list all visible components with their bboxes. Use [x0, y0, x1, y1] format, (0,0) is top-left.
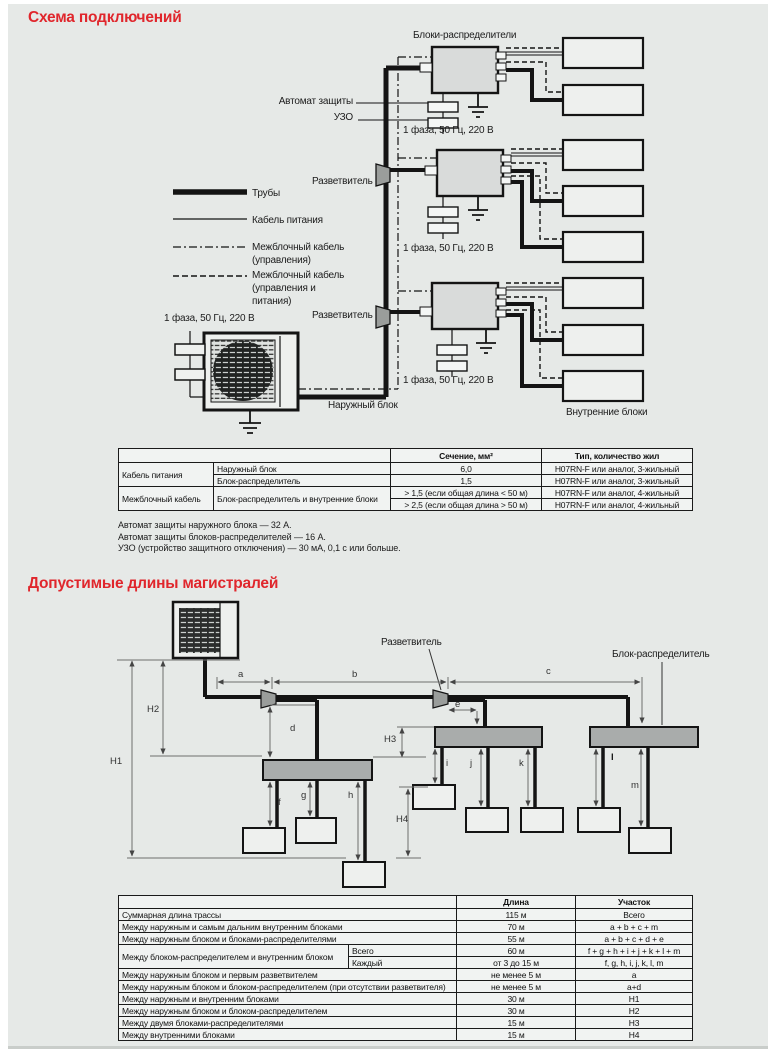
len-section: a + b + c + m [576, 921, 693, 933]
len-section: H1 [576, 993, 693, 1005]
indoor-units [563, 38, 643, 401]
cell-15: 1,5 [391, 475, 542, 487]
legend-control-power-label [252, 269, 344, 308]
legend-control-line2: (управления) [252, 255, 311, 266]
table-row [119, 1017, 693, 1029]
splitter-wedge-4 [433, 690, 448, 708]
dim-j: j [470, 758, 473, 769]
outdoor-breakers [175, 331, 205, 397]
indoor-connections [506, 48, 563, 386]
dist-block-label: Блок-распределитель [612, 649, 710, 660]
cell-distblock-indoor: Блок-распределитель и внутренние блоки [214, 487, 391, 511]
lengths-table [118, 895, 693, 1041]
legend-control-power-line1: Межблочный кабель [252, 270, 345, 281]
phase-label-outdoor: 1 фаза, 50 Гц, 220 В [164, 313, 255, 324]
len-desc: Между наружным блоком и блоком-распределителем (при отсутствии разветвителя) [119, 981, 457, 993]
dim-c: c [546, 666, 551, 677]
phase-label-1: 1 фаза, 50 Гц, 220 В [403, 125, 494, 136]
len-desc: Между блоком-распределителем и внутренним блоком [119, 945, 349, 969]
dim-e: e [455, 699, 461, 710]
note-rcd: УЗО (устройство защитного отключения) — 30 мА, 0,1 с или больше. [118, 543, 401, 553]
len-value: 30 м [457, 993, 576, 1005]
len-header-section: Участок [576, 896, 693, 909]
dim-a: a [238, 669, 244, 680]
table-row [119, 463, 693, 475]
note-breaker-blocks: Автомат защиты блоков-распределителей — 16 А. [118, 531, 326, 542]
section-title-lengths: Допустимые длины магистралей [28, 575, 279, 592]
len-section: a [576, 969, 693, 981]
len-section: f + g + h + i + j + k + l + m [576, 945, 693, 957]
legend-line-samples [173, 192, 247, 276]
rcd-label: УЗО [333, 112, 353, 123]
distribution-block-3 [420, 283, 506, 377]
dim-h: h [348, 790, 354, 801]
len-sub: Всего [349, 945, 457, 957]
dim-H3: H3 [384, 734, 397, 745]
dim-l: l [611, 752, 614, 763]
note-breaker-outdoor: Автомат защиты наружного блока — 32 А. [118, 520, 292, 530]
distribution-blocks-label: Блоки-распределители [413, 30, 517, 41]
table-row [119, 449, 693, 463]
cable-spec-table [118, 448, 693, 511]
outdoor-unit-2 [173, 602, 238, 658]
cell-interconnect: Межблочный кабель [119, 487, 214, 511]
len-section: f, g, h, i, j, k, l, m [576, 957, 693, 969]
splitter-label-2: Разветвитель [312, 310, 373, 321]
legend-control-power-line3: питания) [252, 296, 292, 307]
len-section: a+d [576, 981, 693, 993]
cell-distblock: Блок-распределитель [214, 475, 391, 487]
table-row [119, 945, 693, 957]
cell-gt25: > 2,5 (если общая длина > 50 м) [391, 499, 542, 511]
breaker-label: Автомат защиты [278, 96, 353, 107]
cell-outdoor: Наружный блок [214, 463, 391, 475]
splitter-wedge-1 [376, 164, 390, 186]
len-value: 30 м [457, 1005, 576, 1017]
len-section: a + b + c + d + e [576, 933, 693, 945]
spec-header-empty [119, 449, 391, 463]
distribution-block-1 [356, 47, 506, 134]
len-section: H2 [576, 1005, 693, 1017]
distribution-block-2 [425, 150, 511, 239]
cell-power-cable: Кабель питания [119, 463, 214, 487]
cell-60: 6,0 [391, 463, 542, 475]
section-title-wiring: Схема подключений [28, 9, 182, 26]
cell-type-4core-2: H07RN-F или аналог, 4-жильный [542, 499, 693, 511]
phase-label-3: 1 фаза, 50 Гц, 220 В [403, 375, 494, 386]
legend-control-line1: Межблочный кабель [252, 242, 345, 253]
len-desc: Между внутренними блоками [119, 1029, 457, 1041]
table-row [119, 921, 693, 933]
dim-d: d [290, 723, 296, 734]
dim-i: i [446, 758, 449, 769]
dim-k: k [519, 758, 524, 769]
legend-control-label [252, 241, 344, 267]
table-row [119, 981, 693, 993]
table-row [119, 969, 693, 981]
len-desc: Между наружным и самым дальним внутренним блоками [119, 921, 457, 933]
len-section: H3 [576, 1017, 693, 1029]
len-value: 15 м [457, 1017, 576, 1029]
len-section: H4 [576, 1029, 693, 1041]
table-row [119, 993, 693, 1005]
spec-header-section: Сечение, мм² [391, 449, 542, 463]
legend-power-label: Кабель питания [252, 215, 323, 226]
cell-type-3core-2: H07RN-F или аналог, 3-жильный [542, 475, 693, 487]
dim-m: m [631, 780, 639, 791]
len-value: не менее 5 м [457, 969, 576, 981]
table-row [119, 487, 693, 499]
outdoor-unit [204, 333, 298, 433]
len-desc: Между наружным блоком и блоком-распределителем [119, 1005, 457, 1017]
dim-g: g [301, 790, 307, 801]
legend-pipes-label: Трубы [252, 188, 281, 199]
diagram1-trunk [298, 57, 437, 397]
len-value: 15 м [457, 1029, 576, 1041]
len-header-empty [119, 896, 457, 909]
cell-gt15: > 1,5 (если общая длина < 50 м) [391, 487, 542, 499]
len-desc: Между наружным и внутренним блоками [119, 993, 457, 1005]
len-sub: Каждый [349, 957, 457, 969]
splitter-label-3: Разветвитель [381, 637, 442, 648]
len-value: не менее 5 м [457, 981, 576, 993]
len-desc: Между наружным блоком и первым разветвителем [119, 969, 457, 981]
spec-header-type: Тип, количество жил [542, 449, 693, 463]
len-value: от 3 до 15 м [457, 957, 576, 969]
len-desc: Суммарная длина трассы [119, 909, 457, 921]
outdoor-unit-label: Наружный блок [328, 400, 398, 411]
len-section: Всего [576, 909, 693, 921]
dim-H2: H2 [147, 704, 160, 715]
len-value: 55 м [457, 933, 576, 945]
notes-block [118, 520, 401, 555]
cell-type-3core: H07RN-F или аналог, 3-жильный [542, 463, 693, 475]
len-value: 70 м [457, 921, 576, 933]
legend-control-power-line2: (управления и [252, 283, 316, 294]
len-value: 60 м [457, 945, 576, 957]
table-row [119, 1029, 693, 1041]
dim-f: f [278, 797, 281, 808]
dim-b: b [352, 669, 358, 680]
len-desc: Между наружным блоком и блоками-распределителями [119, 933, 457, 945]
len-value: 115 м [457, 909, 576, 921]
table-row [119, 933, 693, 945]
table-row [119, 1005, 693, 1017]
splitter-wedge-2 [376, 306, 390, 328]
len-desc: Между двумя блоками-распределителями [119, 1017, 457, 1029]
table-row [119, 909, 693, 921]
indoor-units-2 [243, 785, 671, 887]
table-row [119, 896, 693, 909]
dim-H1: H1 [110, 756, 123, 767]
phase-label-2: 1 фаза, 50 Гц, 220 В [403, 243, 494, 254]
splitter-label-1: Разветвитель [312, 176, 373, 187]
cell-type-4core: H07RN-F или аналог, 4-жильный [542, 487, 693, 499]
len-header-length: Длина [457, 896, 576, 909]
indoor-units-label: Внутренние блоки [566, 407, 648, 418]
dim-H4: H4 [396, 814, 409, 825]
